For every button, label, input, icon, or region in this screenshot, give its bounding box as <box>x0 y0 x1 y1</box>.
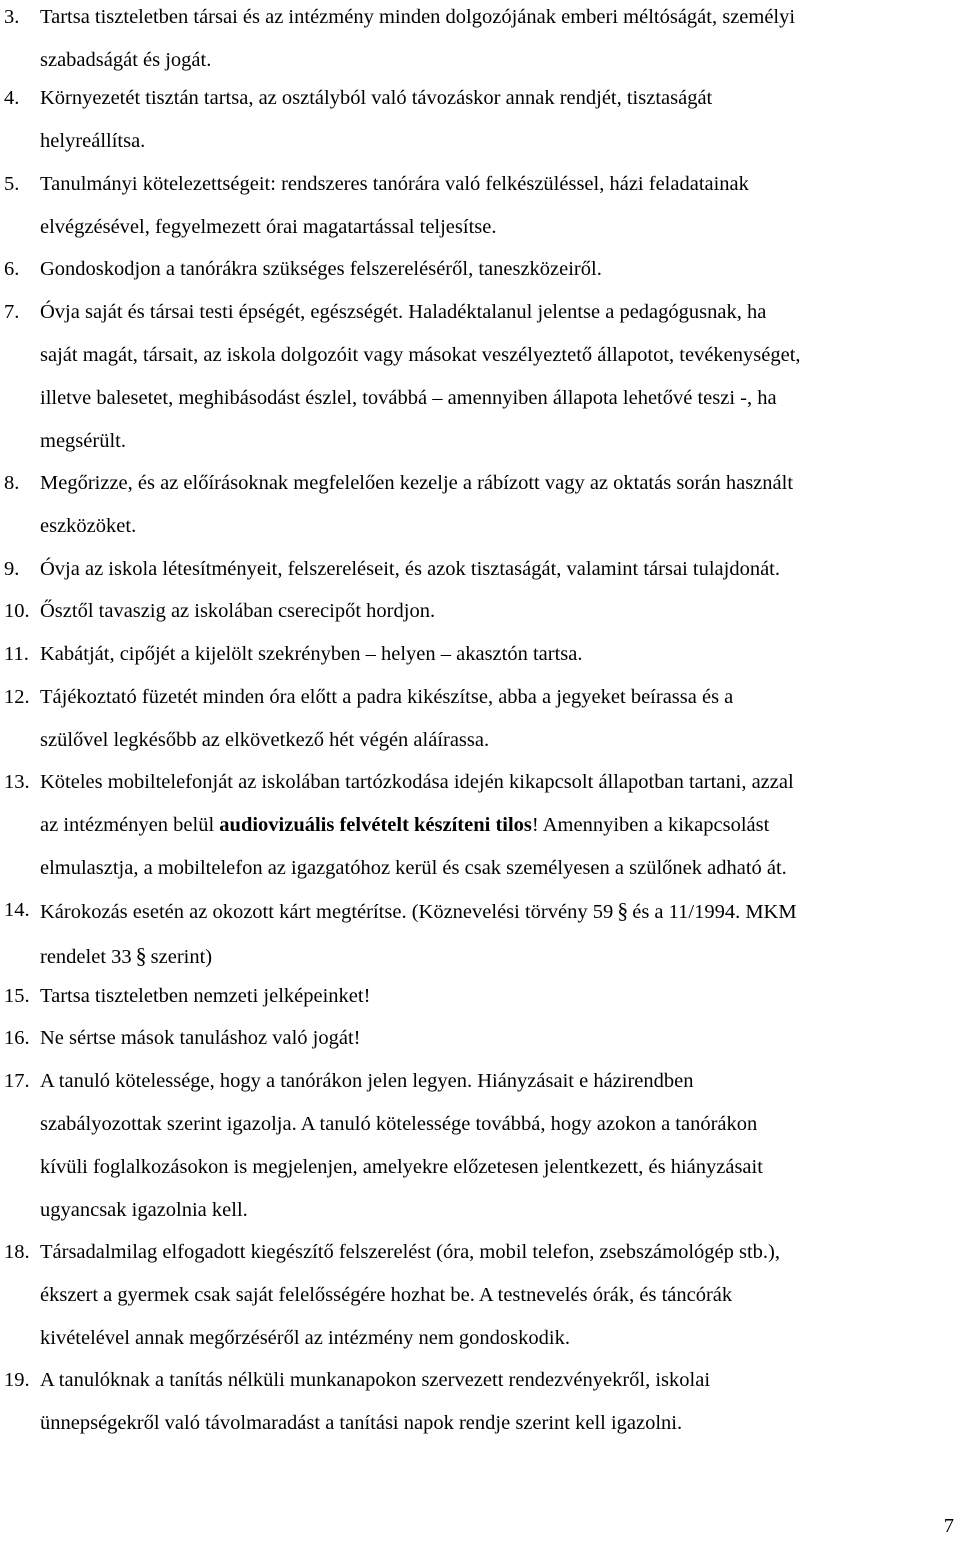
item-text <box>40 761 958 890</box>
list-item-15 <box>0 975 960 1018</box>
section-sign: § <box>135 943 147 968</box>
item-number: 3. <box>4 6 20 28</box>
item-text-part: és a 11/1994. MKM rendelet 33 <box>40 901 797 968</box>
list-item-13 <box>0 761 960 890</box>
item-text: Óvja saját és társai testi épségét, egészségét. Haladéktalanul jelentse a pedagógusnak, ha saját magát, társait, az iskola dolgozóit vagy másokat veszélyeztető állapotot, tevékenységet, illetve balesetet, meghibásodást észlel, továbbá – amennyiben állapota lehetővé teszi -, ha megsérült. <box>40 301 801 452</box>
item-number: 5. <box>4 173 20 195</box>
list-item-19 <box>0 1359 960 1445</box>
item-number: 13. <box>4 771 30 793</box>
list-item-8 <box>0 462 960 548</box>
item-text-part: szerint) <box>150 946 213 968</box>
item-text: Tájékoztató füzetét minden óra előtt a padra kikészítse, abba a jegyeket beírassa és a szülővel legkésőbb az elkövetkező hét végén aláírassa. <box>40 686 734 751</box>
list-item-11 <box>0 633 960 676</box>
emphasized-text: audiovizuális felvételt készíteni tilos <box>219 814 532 836</box>
list-item-9 <box>0 548 960 591</box>
item-text: Ne sértse mások tanuláshoz való jogát! <box>40 1027 361 1049</box>
item-number: 17. <box>4 1070 30 1092</box>
item-text: Gondoskodjon a tanórákra szükséges felszereléséről, taneszközeiről. <box>40 258 602 280</box>
item-number: 7. <box>4 301 20 323</box>
item-text: Óvja az iskola létesítményeit, felszereléseit, és azok tisztaságát, valamint társai tulajdonát. <box>40 558 781 580</box>
item-number: 18. <box>4 1241 30 1263</box>
list-item-6 <box>0 248 960 291</box>
item-text: A tanulóknak a tanítás nélküli munkanapokon szervezett rendezvényekről, iskolai ünnepségekről való távolmaradást a tanítási napok rendje szerint kell igazolni. <box>40 1369 711 1434</box>
list-item-4 <box>0 77 960 163</box>
item-number: 6. <box>4 258 20 280</box>
item-number: 12. <box>4 686 30 708</box>
item-text <box>40 889 958 979</box>
list-item-17 <box>0 1060 960 1232</box>
item-number: 9. <box>4 558 20 580</box>
list-item-7 <box>0 291 960 463</box>
item-number: 14. <box>4 899 30 921</box>
item-text-part: ! Amennyiben a kikapcsolást elmulasztja, a mobiltelefon az igazgatóhoz kerül és csak személyesen a szülőnek adható át. <box>40 814 787 879</box>
item-number: 8. <box>4 472 20 494</box>
item-text: Ősztől tavaszig az iskolában cserecipőt hordjon. <box>40 600 436 622</box>
list-item-14 <box>0 889 960 979</box>
item-text-part: Köteles mobiltelefonját az iskolában tartózkodása idején kikapcsolt állapotban tartani, azzal az intézményen belül <box>40 771 794 836</box>
item-text: Tanulmányi kötelezettségeit: rendszeres tanórára való felkészüléssel, házi feladatainak elvégzésével, fegyelmezett órai magatartással teljesítse. <box>40 173 749 238</box>
list-item-12 <box>0 676 960 762</box>
item-text: Környezetét tisztán tartsa, az osztályból való távozáskor annak rendjét, tisztaságát helyreállítsa. <box>40 87 713 152</box>
item-text: Tartsa tiszteletben nemzeti jelképeinket! <box>40 985 371 1007</box>
list-item-16 <box>0 1017 960 1060</box>
list-item-18 <box>0 1231 960 1360</box>
item-text-part: Károkozás esetén az okozott kárt megtérítse. (Köznevelési törvény 59 <box>40 901 614 923</box>
item-number: 11. <box>4 643 29 665</box>
list-item-3 <box>0 0 960 82</box>
item-text: Kabátját, cipőjét a kijelölt szekrényben – helyen – akasztón tartsa. <box>40 643 583 665</box>
item-number: 15. <box>4 985 30 1007</box>
item-number: 19. <box>4 1369 30 1391</box>
list-item-10 <box>0 590 960 633</box>
section-sign: § <box>617 898 629 923</box>
item-number: 10. <box>4 600 30 622</box>
list-item-5 <box>0 163 960 249</box>
item-text: Tartsa tiszteletben társai és az intézmény minden dolgozójának emberi méltóságát, személyi szabadságát és jogát. <box>40 6 796 71</box>
item-text: Megőrizze, és az előírásoknak megfelelően kezelje a rábízott vagy az oktatás során használt eszközöket. <box>40 472 794 537</box>
page-number: 7 <box>943 1515 954 1537</box>
item-text: Társadalmilag elfogadott kiegészítő felszerelést (óra, mobil telefon, zsebszámológép stb.), ékszert a gyermek csak saját felelősségére hozhat be. A testnevelés órák, és táncórák kivételével annak megőrzéséről az intézmény nem gondoskodik. <box>40 1241 781 1349</box>
item-number: 4. <box>4 87 20 109</box>
item-number: 16. <box>4 1027 30 1049</box>
item-text: A tanuló kötelessége, hogy a tanórákon jelen legyen. Hiányzásait e házirendben szabályozottak szerint igazolja. A tanuló kötelessége továbbá, hogy azokon a tanórákon kívüli foglalkozásokon is megjelenjen, amelyekre előzetesen jelentkezett, és hiányzásait ugyancsak igazolnia kell. <box>40 1070 763 1221</box>
